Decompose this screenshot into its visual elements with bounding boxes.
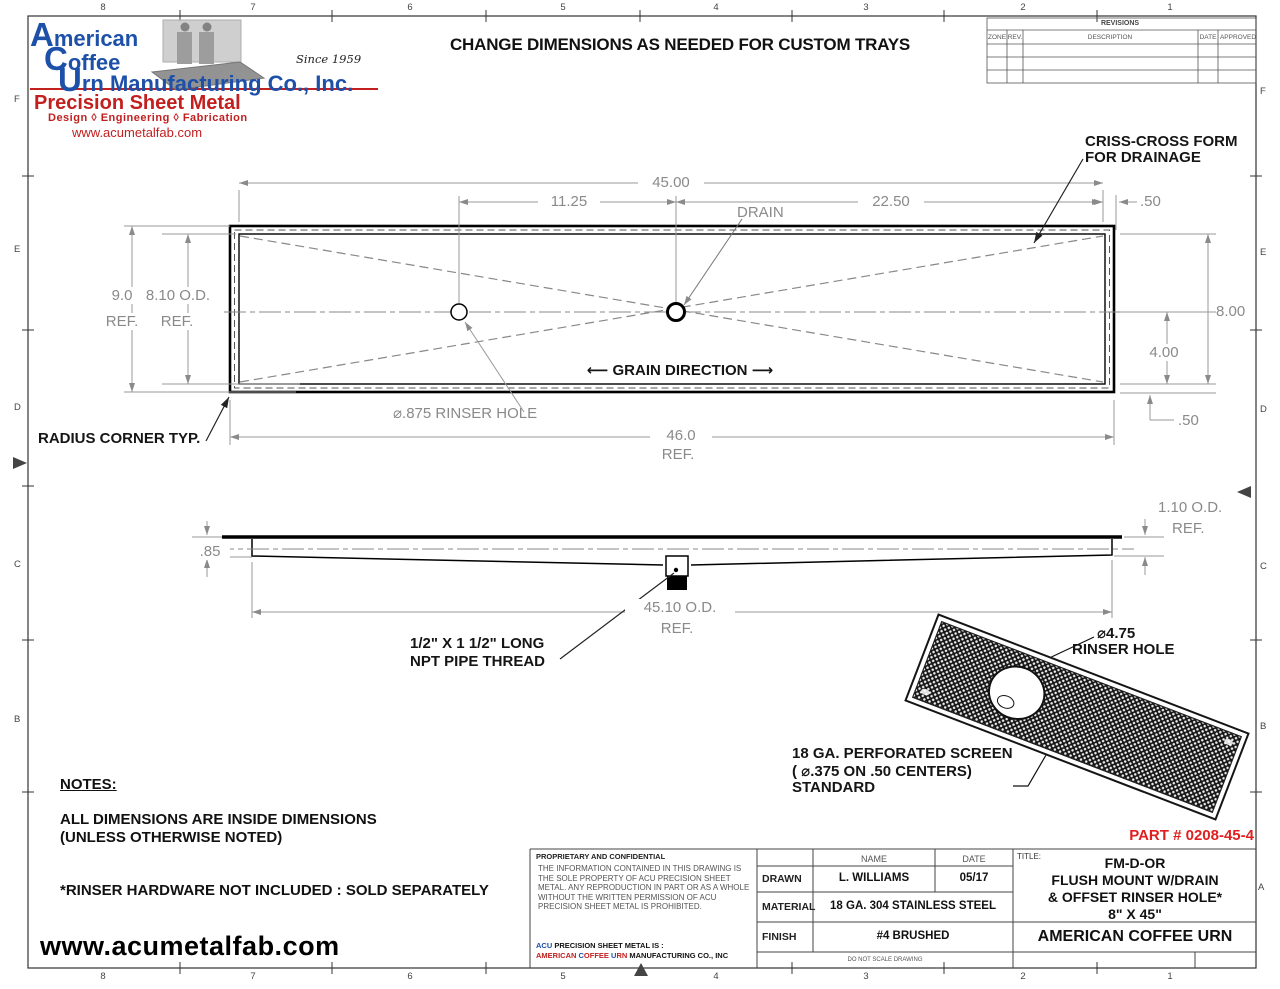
dim-od-length: 45.10 O.D. [625,599,735,616]
material-value: 18 GA. 304 STAINLESS STEEL [830,900,996,912]
logo-rest-offee: offee [67,50,121,75]
zone-top-5: 5 [560,2,566,13]
title-line-2: FLUSH MOUNT W/DRAIN [1051,872,1219,888]
proprietary-heading: PROPRIETARY AND CONFIDENTIAL [536,852,666,861]
brand-u: U [611,951,617,960]
col-header-date: DATE [962,854,986,864]
notes-heading: NOTES: [60,776,117,793]
dim-height-od-suffix: REF. [152,313,202,330]
footer-website-link[interactable]: www.acumetalfab.com [40,931,340,961]
revisions-col-date: DATE [1199,34,1217,41]
logo-tagline: Precision Sheet Metal [34,92,241,114]
brand-c: C [578,951,584,960]
dim-drain-to-wall: 22.50 [858,193,924,210]
dim-width-outside: 46.0 [650,427,712,444]
brand-offee: OFFEE [583,951,612,960]
label-criss-cross-1: CRISS-CROSS FORM [1085,133,1238,150]
row-label-finish: FINISH [762,931,797,943]
screen-rinser-hole [980,657,1053,728]
zone-top-6: 6 [407,2,413,13]
dim-height-inside: 8.00 [1216,303,1246,320]
acu-identity-rest: PRECISION SHEET METAL IS : [552,941,664,950]
zone-bottom-6: 6 [407,971,413,982]
zone-bottom-8: 8 [100,971,106,982]
zone-bottom-3: 3 [863,971,869,982]
screen-corner-hole [920,688,931,697]
dim-wall-top: .50 [1140,193,1161,210]
revisions-title: REVISIONS [1100,20,1140,27]
title-line-1: FM-D-OR [1104,855,1166,871]
notes-line-2: (UNLESS OTHERWISE NOTED) [60,829,283,846]
zone-top-7: 7 [250,2,256,13]
zone-top-8: 8 [100,2,106,13]
revisions-col-rev: REV. [1007,34,1023,41]
logo-rest-manufacturing: rn Manufacturing Co., Inc. [81,71,354,96]
zone-bottom-2: 2 [1020,971,1026,982]
zone-right-c: C [1260,561,1267,572]
row-label-drawn: DRAWN [762,873,802,885]
drawn-name-value: L. WILLIAMS [838,872,910,884]
zone-top-4: 4 [713,2,719,13]
dim-wall-bottom: .50 [1178,412,1199,429]
dim-left-to-drain: 11.25 [538,193,600,210]
dim-height-ref: 9.0 [100,287,144,304]
zone-right-a: A [1258,882,1265,893]
col-header-name: NAME [860,854,887,864]
company-name: AMERICAN COFFEE URN [1037,928,1233,945]
dim-od-length-suffix: REF. [660,620,694,637]
logo-rest-merican: merican [53,26,139,51]
label-screen-dia: ⌀4.75 [1097,625,1136,642]
do-not-scale-note: DO NOT SCALE DRAWING [847,957,923,963]
dim-od-height-suffix: REF. [1172,520,1205,537]
acu-abbrev: ACU [536,941,553,950]
notes-line-3: *RINSER HARDWARE NOT INCLUDED : SOLD SEPARATELY [60,882,489,899]
zone-top-2: 2 [1020,2,1026,13]
title-line-3: & OFFSET RINSER HOLE* [1047,889,1223,905]
banner-note: CHANGE DIMENSIONS AS NEEDED FOR CUSTOM TRAYS [449,35,910,54]
label-screen-spec-1: 18 GA. PERFORATED SCREEN [792,745,1013,762]
label-radius-corner: RADIUS CORNER TYP. [38,430,201,447]
title-label: TITLE: [1017,852,1042,861]
zone-right-b: B [1260,721,1267,732]
dim-width-inside: 45.00 [638,174,704,191]
proprietary-body: THE INFORMATION CONTAINED IN THIS DRAWING IS THE SOLE PROPERTY OF ACU PRECISION SHEET METAL. ANY REPRODUCTION IN PART OR AS A WHOLE WITHOUT THE WRITTEN PERMISSION OF ACU PRECISION SHEET METAL IS PROHIBITED. [538,864,750,912]
zone-right-d: D [1260,404,1267,415]
row-label-material: MATERIAL [762,901,816,913]
label-criss-cross-2: FOR DRAINAGE [1085,149,1201,166]
zone-bottom-7: 7 [250,971,256,982]
dim-drain-height: 4.00 [1136,344,1192,361]
zone-top-1: 1 [1167,2,1173,13]
dim-width-outside-suffix: REF. [661,446,695,463]
finish-value: #4 BRUSHED [876,930,950,942]
label-npt-2: NPT PIPE THREAD [410,653,546,670]
zone-top-3: 3 [863,2,869,13]
title-line-4: 8" X 45" [1108,906,1162,922]
part-number: PART # 0208-45-4 [1129,827,1254,844]
notes-line-1: ALL DIMENSIONS ARE INSIDE DIMENSIONS [60,811,377,828]
revisions-col-zone: ZONE [987,34,1007,41]
zone-bottom-1: 1 [1167,971,1173,982]
zone-left-c: C [14,559,21,570]
logo-initial-a: A [30,16,54,53]
logo-initial-c: C [44,40,68,77]
label-grain-direction: ⟵ GRAIN DIRECTION ⟶ [565,361,795,379]
acu-identity-line-1 [536,941,664,950]
brand-manufacturing: MANUFACTURING CO., INC [629,951,729,960]
logo-website-link[interactable]: www.acumetalfab.com [72,125,203,140]
screen-corner-hole [1223,738,1234,747]
zone-right-f: F [1260,86,1266,97]
label-rinser-hole: ⌀.875 RINSER HOLE [393,405,538,422]
zone-left-e: E [14,244,21,255]
dim-od-height: 1.10 O.D. [1158,499,1223,516]
acu-identity-line-2 [536,951,728,960]
label-drain: DRAIN [737,204,784,221]
label-screen-spec-2: ( ⌀.375 ON .50 CENTERS) [792,763,972,780]
dim-height-od: 8.10 O.D. [140,287,216,304]
label-npt-1: 1/2" X 1 1/2" LONG [410,635,545,652]
brand-american: AMERICAN [536,951,579,960]
revisions-col-description: DESCRIPTION [1087,34,1133,41]
logo-since-1959: Since 1959 [296,52,362,66]
logo-initial-u: U [58,61,82,98]
brand-rn: RN [616,951,630,960]
zone-left-b: B [14,714,21,725]
label-screen-spec-3: STANDARD [792,779,876,796]
zone-bottom-5: 5 [560,971,566,982]
dim-height-ref-suffix: REF. [100,313,144,330]
label-screen-rinser: RINSER HOLE [1072,641,1175,658]
drawn-date-value: 05/17 [959,872,989,884]
dim-depth: .85 [190,543,230,560]
logo-services: Design ◊ Engineering ◊ Fabrication [48,112,248,124]
zone-bottom-4: 4 [713,971,719,982]
zone-right-e: E [1260,247,1267,258]
revisions-col-approved: APPROVED [1219,34,1257,41]
zone-left-f: F [14,94,20,105]
zone-left-d: D [14,402,21,413]
